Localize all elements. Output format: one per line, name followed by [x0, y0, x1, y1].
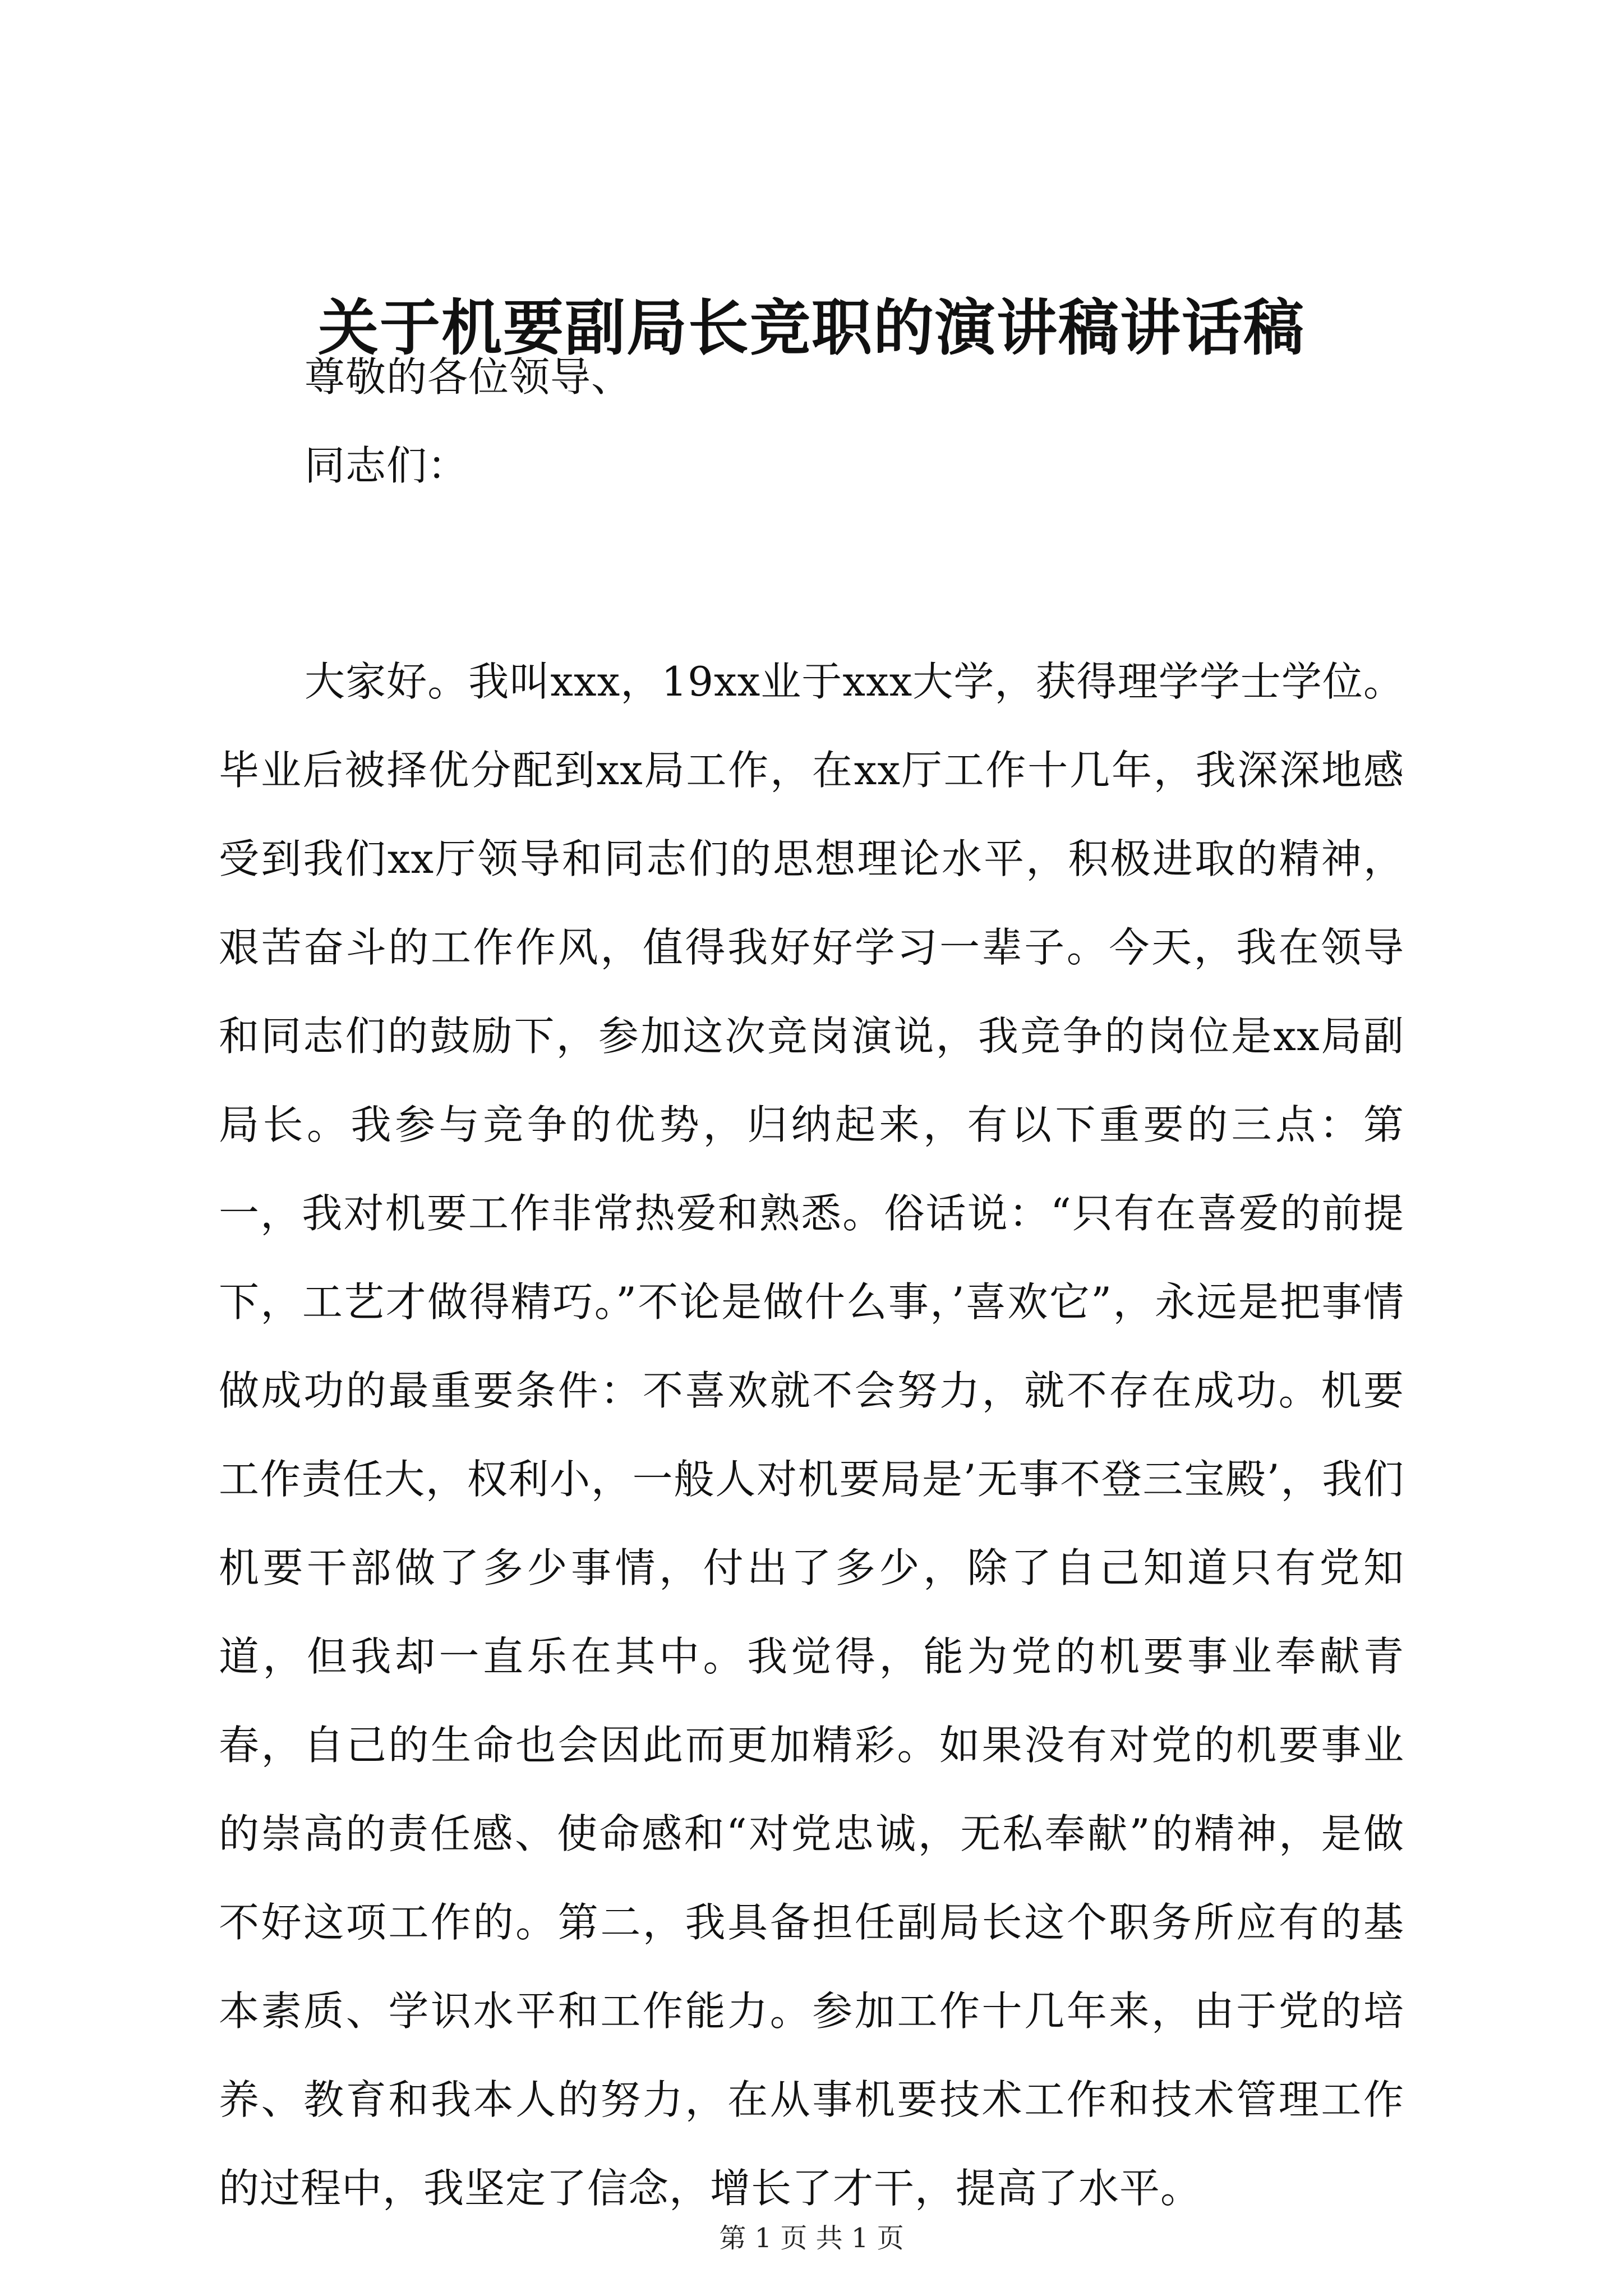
- page-number-footer: 第 1 页 共 1 页: [719, 2223, 904, 2254]
- speech-body: 大家好。我叫xxx，19xx业于xxx大学，获得理学学士学位。毕业后被择优分配到xx局工作，在xx厅工作十几年，我深深地感受到我们xx厅领导和同志们的思想理论水平，积极进取的精神，艰苦奋斗的工作作风，值得我好好学习一辈子。今天，我在领导和同志们的鼓励下，参加这次竞岗演说，我竞争的岗位是xx局副局长。我参与竞争的优势，归纳起来，有以下重要的三点：第一，我对机要工作非常热爱和熟悉。俗话说：“只有在喜爱的前提下，工艺才做得精巧。”不论是做什么事，’喜欢它”，永远是把事情做成功的最重要条件：不喜欢就不会努力，就不存在成功。机要工作责任大，权利小，一般人对机要局是’无事不登三宝殿’，我们机要干部做了多少事情，付出了多少，除了自己知道只有党知道，但我却一直乐在其中。我觉得，能为党的机要事业奉献青春，自己的生命也会因此而更加精彩。如果没有对党的机要事业的崇高的责任感、使命感和“对党忠诚，无私奉献”的精神，是做不好这项工作的。第二，我具备担任副局长这个职务所应有的基本素质、学识水平和工作能力。参加工作十几年来，由于党的培养、教育和我本人的努力，在从事机要技术工作和技术管理工作的过程中，我坚定了信念，增长了才干，提高了水平。: [219, 658, 1404, 2212]
- salutation-leaders: 尊敬的各位领导、: [305, 353, 633, 401]
- salutation-comrades: 同志们：: [305, 442, 469, 489]
- document-title: 关于机要副局长竞职的演讲稿讲话稿: [317, 293, 1305, 364]
